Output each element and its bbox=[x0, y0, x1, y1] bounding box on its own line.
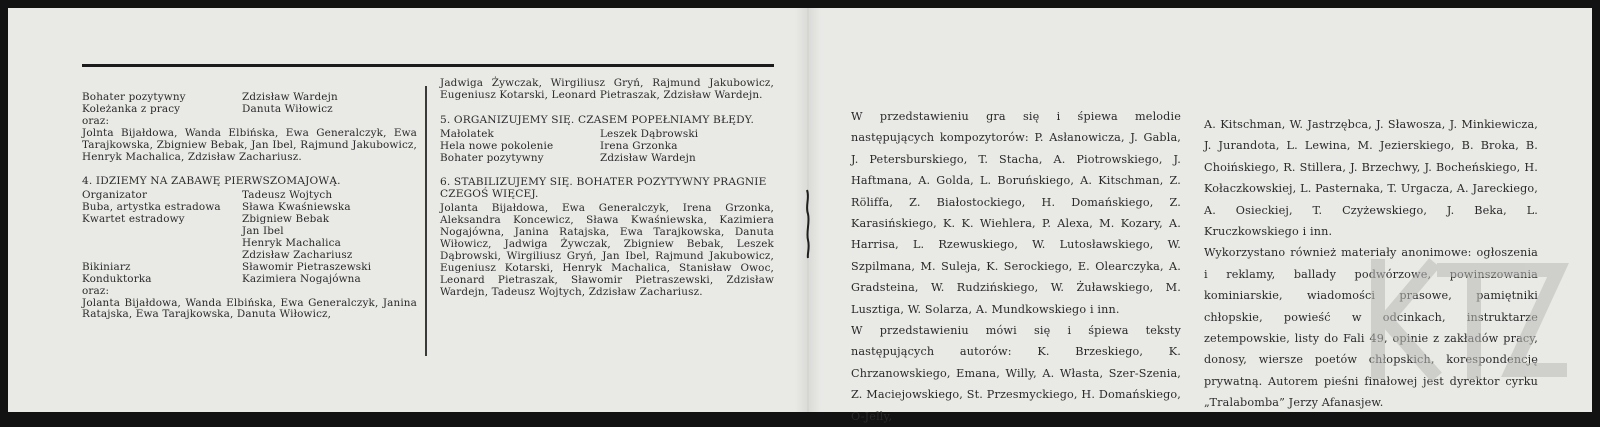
others-names: Jolnta Bijałdowa, Wanda Elbińska, Ewa Generalczyk, Ewa Tarajkowska, Zbigniew Bebak, Jan Ibel, Rajmund Jakubowicz, Henryk Machalica, Zdzisław Zachariusz. bbox=[82, 126, 417, 163]
others-names: Jolanta Bijałdowa, Wanda Elbińska, Ewa Generalczyk, Janina Ratajska, Ewa Tarajkowska, Danuta Wiłowicz, bbox=[82, 296, 417, 321]
cast-row: Kwartet estradowy Zbigniew Bebak bbox=[82, 213, 330, 226]
cast-row: Koleżanka z pracy Danuta Wiłowicz bbox=[82, 102, 333, 115]
cast-row: Bohater pozytywny Zdzisław Wardejn bbox=[82, 91, 338, 103]
scene-6-names: Jolanta Bijałdowa, Ewa Generalczyk, Irena Grzonka, Aleksandra Koncewicz, Sława Kwaśniewska, Kazimiera Nogajówna, Janina Ratajska, Ewa Tarajkowska, Danuta Wiłowicz, Jadwiga Żywczak, Zbigniew Bebak, Leszek Dąbrowski, Wirgiliusz Gryń, Jan Ibel, Rajmund Jakubowicz, Eugeniusz Kotarski, Henryk Machalica, Stanisław Owoc, Leonard Pietraszak, Sławomir Pietraszewski, Zdzisław Wardejn, Tadeusz Wojtych, Zdzisław Zachariusz. bbox=[440, 202, 774, 298]
scene-6-heading: 6. STABILIZUJEMY SIĘ. BOHATER POZYTYWNY PRAGNIE CZEGOŚ WIĘCEJ. bbox=[440, 176, 767, 201]
scene-5-heading: 5. ORGANIZUJEMY SIĘ. CZASEM POPEŁNIAMY BŁĘDY. bbox=[440, 113, 755, 126]
cast-row: Bikiniarz Sławomir Pietraszewski bbox=[82, 260, 372, 273]
scene-4-heading: 4. IDZIEMY NA ZABAWĘ PIERWSZOMAJOWĄ. bbox=[82, 175, 341, 188]
staple-icon bbox=[804, 188, 811, 260]
cast-row: Zdzisław Zachariusz bbox=[242, 248, 353, 261]
cast-row: Henryk Machalica bbox=[242, 236, 341, 249]
materials-paragraph: Wykorzystano również materiały anonimowe: ogłoszenia i reklamy, ballady podwórzowe, powinszowania kominiarskie, wiadomości prasowe, pamiętniki chłopskie, powieść w odcinkach, instruktarze zetempowskie, listy do Fali 49, opinie z zakładów pracy, donosy, wiersze poetów chłopskich, korespondencję prywatną. Autorem pieśni finałowej jest dyrektor cyrku „Tralabomba” Jerzy Afanasjew. bbox=[1204, 246, 1538, 410]
cast-row: Konduktorka Kazimiera Nogajówna bbox=[82, 272, 361, 285]
right-column-1 bbox=[851, 106, 1181, 427]
composers-paragraph: W przedstawieniu gra się i śpiewa melodie następujących kompozytorów: P. Asłanowicza, J. Gabla, J. Petersburskiego, T. Stacha, A. Piotrowskiego, J. Haftmana, A. Golda, L. Boruńskiego, A. Kitschman, Z. Röliffa, Z. Białostockiego, H. Domańskiego, Z. Karasińskiego, K. K. Wiehlera, P. Alexa, M. Kozary, A. Harrisa, L. Rzewuskiego, W. Lutosławskiego, W. Szpilmana, M. Suleja, K. Serockiego, E. Olearczyka, A. Gradsteina, W. Rudzińskiego, W. Żuławskiego, M. Lusztiga, W. Solarza, A. Mundkowskiego i inn. bbox=[851, 110, 1181, 316]
left-column-2 bbox=[440, 78, 774, 299]
cast-row: Bohater pozytywny Zdzisław Wardejn bbox=[440, 151, 696, 164]
cast-row: Jan Ibel bbox=[242, 225, 284, 238]
cast-row: Hela nowe pokolenie Irena Grzonka bbox=[440, 139, 678, 152]
left-column-1 bbox=[82, 92, 417, 321]
cast-row: Organizator Tadeusz Wojtych bbox=[82, 189, 333, 202]
program-spread bbox=[8, 8, 1592, 423]
archive-watermark-logo bbox=[1360, 256, 1570, 380]
continued-names: Jadwiga Żywczak, Wirgiliusz Gryń, Rajmund Jakubowicz, Eugeniusz Kotarski, Leonard Pietraszak, Zdzisław Wardejn. bbox=[440, 77, 774, 101]
column-divider bbox=[425, 86, 427, 356]
authors-paragraph: W przedstawieniu mówi się i śpiewa teksty następujących autorów: K. Brzeskiego, K. Chrzanowskiego, Emana, Willy, A. Własta, Szer-Szenia, Z. Maciejowskiego, St. Przesmyckiego, H. Domańskiego, O-Jelly, bbox=[851, 324, 1181, 423]
authors-continued-paragraph: A. Kitschman, W. Jastrzębca, J. Sławosza, J. Minkiewicza, J. Jurandota, L. Lewina, M. Jezierskiego, B. Broka, B. Choińskiego, R. Stillera, J. Brzechwy, J. Bocheńskiego, H. Kołaczkowskiej, L. Pasternaka, T. Urgacza, A. Jareckiego, A. Osieckiej, T. Czyżewskiego, J. Beka, L. Kruczkowskiego i inn. bbox=[1204, 118, 1538, 239]
header-rule bbox=[82, 64, 774, 67]
others-label: oraz: bbox=[82, 114, 110, 127]
others-label: oraz: bbox=[82, 284, 110, 297]
cast-row: Buba, artystka estradowa Sława Kwaśniewska bbox=[82, 201, 351, 214]
cast-row: Małolatek Leszek Dąbrowski bbox=[440, 127, 699, 140]
